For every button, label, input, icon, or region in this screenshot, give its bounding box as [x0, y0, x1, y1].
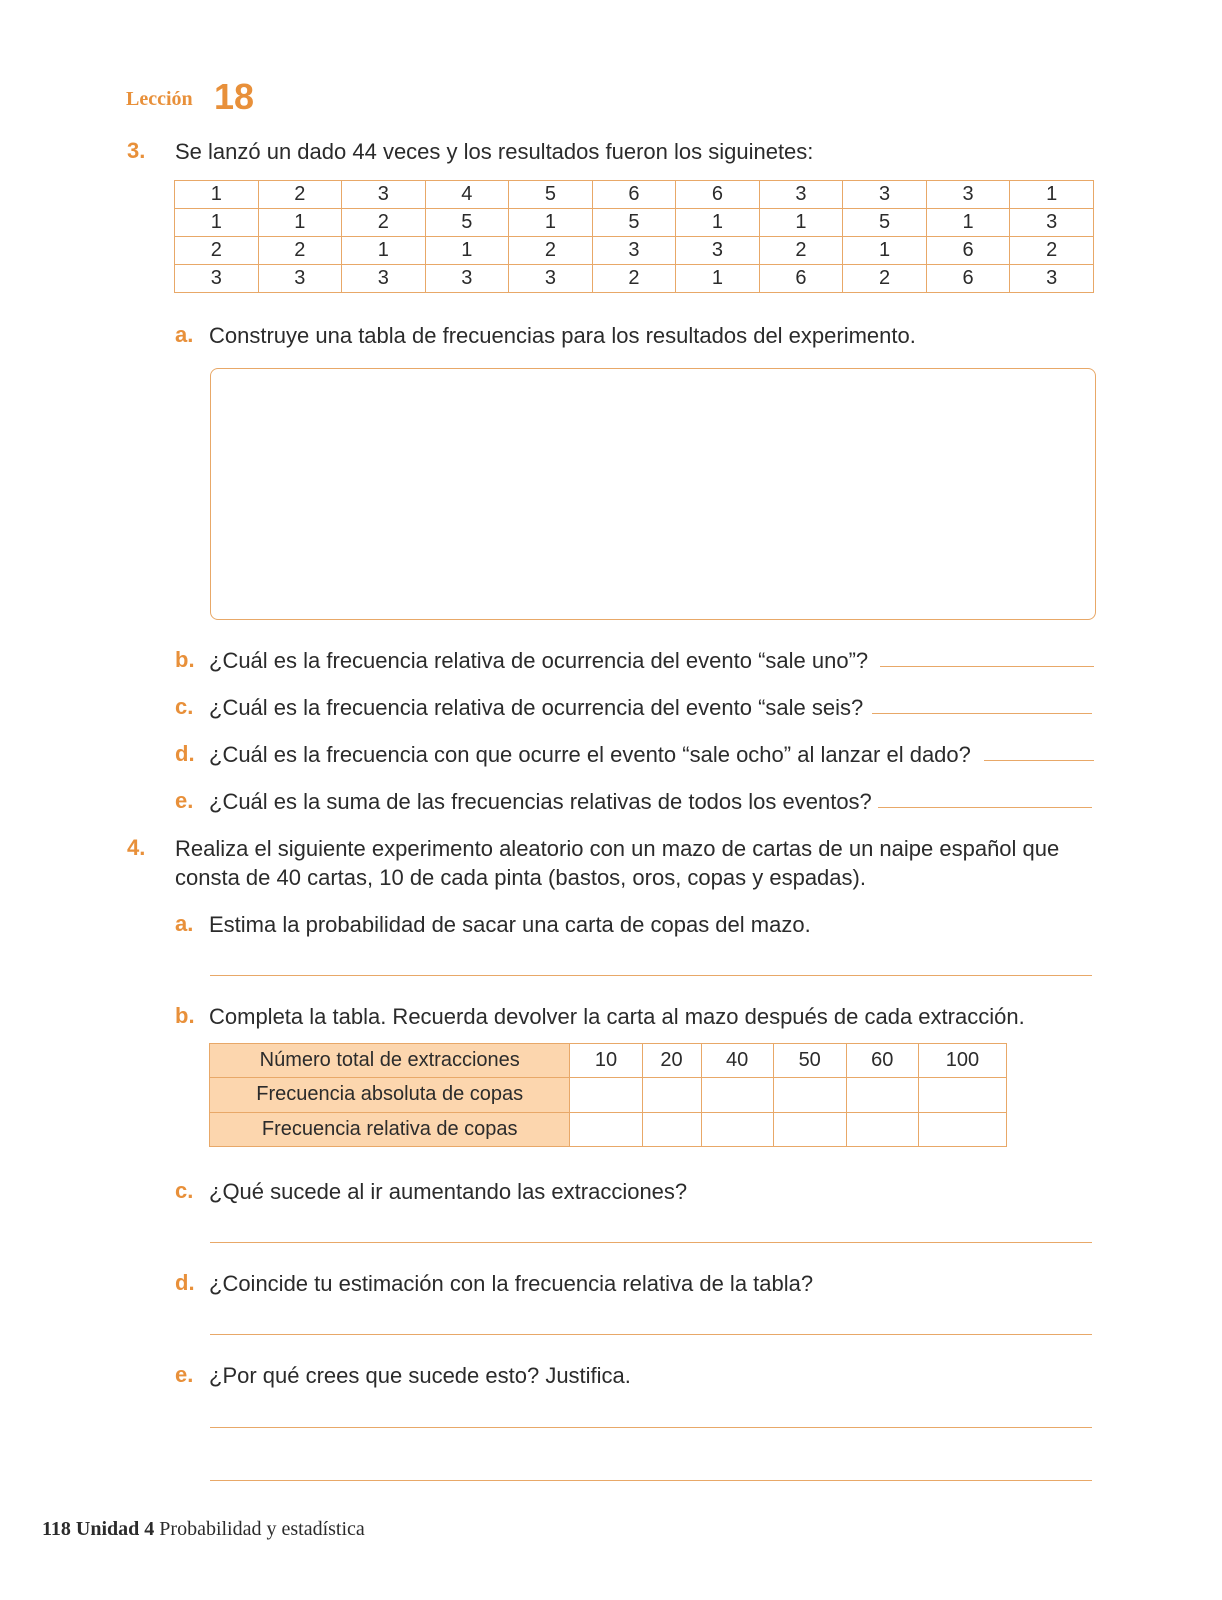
dice-result-cell: 6	[759, 265, 843, 293]
table-row	[210, 1112, 1007, 1146]
lesson-number: 18	[214, 76, 255, 117]
dice-result-cell: 4	[425, 181, 509, 209]
dice-result-cell: 6	[926, 237, 1010, 265]
dice-result-cell: 5	[592, 209, 676, 237]
extractions-cell: 20	[642, 1044, 701, 1078]
q3-d-label: d.	[175, 741, 195, 766]
question-4-number: 4.	[127, 835, 146, 860]
dice-result-cell: 1	[759, 209, 843, 237]
q4-c-answer-line[interactable]	[210, 1242, 1092, 1243]
dice-result-cell: 3	[1010, 209, 1094, 237]
q4-c-label: c.	[175, 1178, 194, 1203]
dice-result-cell: 1	[258, 209, 342, 237]
dice-result-cell: 2	[342, 209, 426, 237]
dice-result-cell: 1	[676, 209, 760, 237]
answer-cell[interactable]	[918, 1112, 1006, 1146]
dice-result-cell: 1	[1010, 181, 1094, 209]
dice-result-cell: 1	[342, 237, 426, 265]
q3-c-text: ¿Cuál es la frecuencia relativa de ocurrencia del evento “sale seis?	[209, 695, 864, 720]
answer-cell[interactable]	[918, 1078, 1006, 1112]
dice-result-cell: 3	[759, 181, 843, 209]
answer-cell[interactable]	[642, 1112, 701, 1146]
extractions-cell: 100	[918, 1044, 1006, 1078]
q3-d-text: ¿Cuál es la frecuencia con que ocurre el evento “sale ocho” al lanzar el dado?	[209, 742, 971, 767]
answer-cell[interactable]	[846, 1112, 918, 1146]
dice-result-cell: 3	[342, 265, 426, 293]
dice-result-cell: 3	[175, 265, 259, 293]
q3-a-label: a.	[175, 322, 194, 347]
answer-cell[interactable]	[701, 1112, 773, 1146]
dice-result-cell: 6	[926, 265, 1010, 293]
q4-e-answer-line-2[interactable]	[210, 1480, 1092, 1481]
extractions-cell: 40	[701, 1044, 773, 1078]
q3-b-text: ¿Cuál es la frecuencia relativa de ocurrencia del evento “sale uno”?	[209, 648, 869, 673]
answer-cell[interactable]	[773, 1078, 846, 1112]
table-row	[210, 1078, 1007, 1112]
q4-d-label: d.	[175, 1270, 195, 1295]
q4-b-label: b.	[175, 1003, 195, 1028]
q3-e-label: e.	[175, 788, 194, 813]
page-number: 118	[42, 1518, 71, 1540]
table-row	[175, 181, 1094, 209]
dice-result-cell: 6	[592, 181, 676, 209]
question-4-text-line1: Realiza el siguiente experimento aleatorio con un mazo de cartas de un naipe español que	[175, 836, 1060, 861]
dice-result-cell: 1	[509, 209, 593, 237]
row-header-total-extractions: Número total de extracciones	[210, 1044, 570, 1078]
dice-result-cell: 5	[425, 209, 509, 237]
q4-a-answer-line[interactable]	[210, 975, 1092, 976]
q4-e-label: e.	[175, 1362, 194, 1387]
dice-result-cell: 3	[1010, 265, 1094, 293]
dice-result-cell: 2	[843, 265, 927, 293]
table-row	[210, 1044, 1007, 1078]
dice-result-cell: 2	[509, 237, 593, 265]
dice-results-table	[174, 180, 1094, 293]
q4-a-label: a.	[175, 911, 194, 936]
q4-b-text: Completa la tabla. Recuerda devolver la carta al mazo después de cada extracción.	[209, 1004, 1025, 1029]
dice-result-cell: 2	[258, 237, 342, 265]
lesson-label: Lección	[126, 88, 193, 110]
unit-label: Unidad 4	[75, 1518, 155, 1540]
answer-cell[interactable]	[570, 1078, 642, 1112]
page-footer	[42, 1518, 365, 1541]
answer-cell[interactable]	[846, 1078, 918, 1112]
dice-result-cell: 5	[509, 181, 593, 209]
q3-a-text: Construye una tabla de frecuencias para los resultados del experimento.	[209, 323, 916, 348]
dice-result-cell: 5	[843, 209, 927, 237]
dice-result-cell: 1	[425, 237, 509, 265]
q3-b-label: b.	[175, 647, 195, 672]
dice-result-cell: 3	[425, 265, 509, 293]
answer-cell[interactable]	[773, 1112, 846, 1146]
q3-c-answer-line[interactable]	[872, 713, 1092, 714]
answer-cell[interactable]	[701, 1078, 773, 1112]
frequency-table-answer-box[interactable]	[210, 368, 1096, 620]
q3-e-text: ¿Cuál es la suma de las frecuencias relativas de todos los eventos?	[209, 789, 872, 814]
table-row	[175, 237, 1094, 265]
dice-result-cell: 3	[926, 181, 1010, 209]
q4-d-answer-line[interactable]	[210, 1334, 1092, 1335]
question-3-text: Se lanzó un dado 44 veces y los resultados fueron los siguinetes:	[175, 139, 814, 164]
dice-result-cell: 1	[676, 265, 760, 293]
q3-c-label: c.	[175, 694, 194, 719]
q4-c-text: ¿Qué sucede al ir aumentando las extracciones?	[209, 1179, 688, 1204]
table-row	[175, 265, 1094, 293]
answer-cell[interactable]	[642, 1078, 701, 1112]
unit-title: Probabilidad y estadística	[159, 1518, 365, 1540]
dice-result-cell: 2	[258, 181, 342, 209]
question-4-text-line2: consta de 40 cartas, 10 de cada pinta (bastos, oros, copas y espadas).	[175, 865, 866, 890]
answer-cell[interactable]	[570, 1112, 642, 1146]
extractions-cell: 50	[773, 1044, 846, 1078]
dice-result-cell: 1	[926, 209, 1010, 237]
dice-result-cell: 3	[509, 265, 593, 293]
dice-result-cell: 6	[676, 181, 760, 209]
extractions-cell: 60	[846, 1044, 918, 1078]
card-extractions-table	[209, 1043, 1007, 1147]
row-header-relative-frequency: Frecuencia relativa de copas	[210, 1112, 570, 1146]
question-3-number: 3.	[127, 138, 146, 163]
extractions-cell: 10	[570, 1044, 642, 1078]
dice-result-cell: 3	[676, 237, 760, 265]
row-header-absolute-frequency: Frecuencia absoluta de copas	[210, 1078, 570, 1112]
dice-result-cell: 1	[843, 237, 927, 265]
dice-result-cell: 2	[592, 265, 676, 293]
dice-result-cell: 1	[175, 209, 259, 237]
q4-d-text: ¿Coincide tu estimación con la frecuencia relativa de la tabla?	[209, 1271, 814, 1296]
q4-e-answer-line-1[interactable]	[210, 1427, 1092, 1428]
q4-e-text: ¿Por qué crees que sucede esto? Justifica.	[209, 1363, 631, 1388]
dice-result-cell: 1	[175, 181, 259, 209]
q3-d-answer-line[interactable]	[984, 760, 1094, 761]
table-row	[175, 209, 1094, 237]
dice-result-cell: 2	[1010, 237, 1094, 265]
q3-b-answer-line[interactable]	[880, 666, 1094, 667]
q3-e-answer-line[interactable]	[878, 807, 1092, 808]
dice-result-cell: 3	[342, 181, 426, 209]
q4-a-text: Estima la probabilidad de sacar una carta de copas del mazo.	[209, 912, 811, 937]
dice-result-cell: 3	[592, 237, 676, 265]
dice-result-cell: 2	[759, 237, 843, 265]
dice-result-cell: 2	[175, 237, 259, 265]
dice-result-cell: 3	[843, 181, 927, 209]
dice-result-cell: 3	[258, 265, 342, 293]
